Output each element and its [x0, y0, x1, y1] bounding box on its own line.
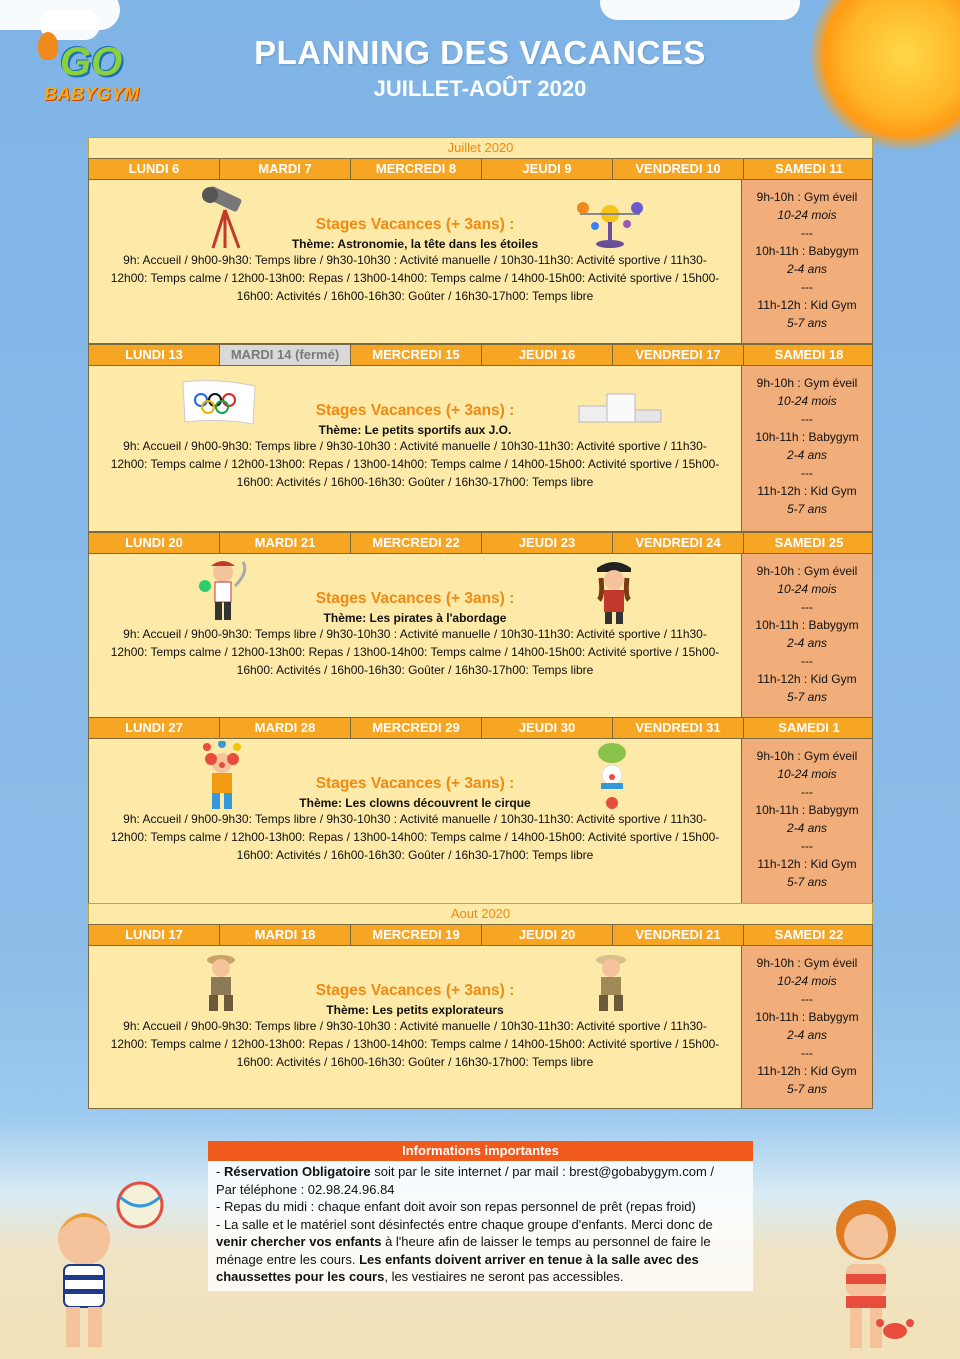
- sun-illustration: [810, 0, 960, 150]
- stage-title: Stages Vacances (+ 3ans) :: [315, 775, 515, 792]
- schedule-text: 9h: Accueil / 9h00-9h30: Temps libre / 9h30-10h30 : Activité manuelle / 10h30-11h30: Activité sportive / 11h30- 12h00: Temps calme / 12h00-13h00: Repas / 13h00-14h00: Temps calme / 14h00-15h00: Activité sportive / 15h00- 16h00: Activités / 16h00-16h30: Goûter / 16h30-17h00: Temps libre: [110, 253, 720, 303]
- week-block: [88, 717, 873, 904]
- schedule-text: 9h: Accueil / 9h00-9h30: Temps libre / 9h30-10h30 : Activité manuelle / 10h30-11h30: Activité sportive / 11h30- 12h00: Temps calme / 12h00-13h00: Repas / 13h00-14h00: Temps calme / 14h00-15h00: Activité sportive / 15h00- 16h00: Activités / 16h00-16h30: Goûter / 16h30-17h00: Temps libre: [110, 627, 720, 677]
- cloud: [600, 0, 800, 20]
- day-label: SAMEDI 22: [774, 927, 844, 942]
- day-label: SAMEDI 11: [775, 161, 843, 176]
- week-block: [88, 137, 873, 344]
- day-label: MERCREDI 29: [351, 718, 482, 738]
- day-label: VENDREDI 31: [613, 718, 744, 738]
- day-label: MARDI 21: [220, 533, 351, 553]
- week-block: [88, 903, 873, 1109]
- stage-cell: [89, 180, 742, 343]
- day-label: MERCREDI 22: [351, 533, 482, 553]
- day-label: LUNDI 20: [89, 533, 220, 553]
- day-header-row: [88, 924, 873, 946]
- month-label: Aout 2020: [88, 903, 873, 924]
- day-label: MARDI 7: [220, 159, 351, 179]
- day-header-row: [88, 344, 873, 366]
- schedule-text: 9h: Accueil / 9h00-9h30: Temps libre / 9h30-10h30 : Activité manuelle / 10h30-11h30: Activité sportive / 11h30- 12h00: Temps calme / 12h00-13h00: Repas / 13h00-14h00: Temps calme / 14h00-15h00: Activité sportive / 15h00- 16h00: Activités / 16h00-16h30: Goûter / 16h30-17h00: Temps libre: [110, 1019, 720, 1069]
- stage-theme: Thème: Astronomie, la tête dans les étoiles: [291, 237, 539, 251]
- day-label: SAMEDI 1: [778, 720, 840, 735]
- saturday-schedule: 9h-10h : Gym éveil 10-24 mois --- 10h-11h : Babygym 2-4 ans --- 11h-12h : Kid Gym 5-7 ans: [742, 739, 872, 903]
- day-label: MERCREDI 19: [351, 925, 482, 945]
- day-label: LUNDI 6: [89, 159, 220, 179]
- stage-cell: [89, 739, 742, 903]
- explorer-girl-icon: [589, 952, 633, 1016]
- saturday-schedule: 9h-10h : Gym éveil 10-24 mois --- 10h-11h : Babygym 2-4 ans --- 11h-12h : Kid Gym 5-7 ans: [742, 554, 872, 717]
- day-header-row: [88, 717, 873, 739]
- stage-title: Stages Vacances (+ 3ans) :: [315, 402, 515, 419]
- boy-with-ball-illustration: [40, 1175, 170, 1355]
- logo-babygym-text: BABYGYM: [44, 84, 140, 104]
- saturday-schedule: 9h-10h : Gym éveil 10-24 mois --- 10h-11h : Babygym 2-4 ans --- 11h-12h : Kid Gym 5-7 ans: [742, 946, 872, 1108]
- saturday-schedule: 9h-10h : Gym éveil 10-24 mois --- 10h-11h : Babygym 2-4 ans --- 11h-12h : Kid Gym 5-7 ans: [742, 180, 872, 343]
- important-info-box: [208, 1141, 753, 1291]
- week-block: [88, 344, 873, 532]
- stage-title: Stages Vacances (+ 3ans) :: [315, 590, 515, 607]
- stage-cell: [89, 554, 742, 717]
- day-label: MERCREDI 8: [351, 159, 482, 179]
- day-label: VENDREDI 21: [613, 925, 744, 945]
- day-label: VENDREDI 17: [613, 345, 744, 365]
- podium-icon: [577, 384, 663, 424]
- stage-title: Stages Vacances (+ 3ans) :: [315, 216, 515, 233]
- day-label: LUNDI 27: [89, 718, 220, 738]
- day-label: JEUDI 30: [482, 718, 613, 738]
- clown-juggler-icon: [197, 741, 247, 811]
- crab-icon: [875, 1315, 915, 1343]
- info-body: - Réservation Obligatoire soit par le site internet / par mail : brest@gobabygym.com / Par téléphone : 02.98.24.96.84 - Repas du midi : chaque enfant doit avoir son repas personnel de prêt (repas froid) - La salle et le matériel sont désinfectés entre chaque groupe d'enfants. Merci donc de venir chercher vos enfants à l'heure afin de laisser le temps au personnel de faire le ménage entre les cours. Les enfants doivent arriver en tenue à la salle avec des chaussettes pour les cours, les vestiaires ne seront pas accessibles.: [216, 1164, 715, 1284]
- logo-go-text: GO: [60, 40, 123, 84]
- schedule-text: 9h: Accueil / 9h00-9h30: Temps libre / 9h30-10h30 : Activité manuelle / 10h30-11h30: Activité sportive / 11h30- 12h00: Temps calme / 12h00-13h00: Repas / 13h00-14h00: Temps calme / 14h00-15h00: Activité sportive / 15h00- 16h00: Activités / 16h00-16h30: Goûter / 16h30-17h00: Temps libre: [110, 812, 720, 862]
- info-title: Informations importantes: [208, 1141, 753, 1161]
- day-label: JEUDI 16: [482, 345, 613, 365]
- stage-cell: [89, 946, 742, 1108]
- day-label: LUNDI 13: [89, 345, 220, 365]
- page-subtitle: JUILLET-AOÛT 2020: [373, 76, 587, 101]
- week-block: [88, 532, 873, 718]
- stage-cell: [89, 366, 742, 531]
- stage-title: Stages Vacances (+ 3ans) :: [315, 982, 515, 999]
- telescope-icon: [201, 186, 251, 250]
- page-title: PLANNING DES VACANCES: [254, 34, 706, 71]
- day-label: VENDREDI 10: [613, 159, 744, 179]
- day-header-row: [88, 532, 873, 554]
- day-label: MARDI 28: [220, 718, 351, 738]
- pirate-boy-icon: [197, 556, 253, 626]
- day-header-row: [88, 158, 873, 180]
- schedule-text: 9h: Accueil / 9h00-9h30: Temps libre / 9h30-10h30 : Activité manuelle / 10h30-11h30: Activité sportive / 11h30- 12h00: Temps calme / 12h00-13h00: Repas / 13h00-14h00: Temps calme / 14h00-15h00: Activité sportive / 15h00- 16h00: Activités / 16h00-16h30: Goûter / 16h30-17h00: Temps libre: [110, 439, 720, 489]
- day-label: SAMEDI 25: [774, 535, 844, 550]
- explorer-boy-icon: [199, 952, 243, 1016]
- clown-balloon-icon: [589, 741, 635, 811]
- stage-theme: Thème: Les pirates à l'abordage: [323, 611, 507, 625]
- saturday-schedule: 9h-10h : Gym éveil 10-24 mois --- 10h-11h : Babygym 2-4 ans --- 11h-12h : Kid Gym 5-7 ans: [742, 366, 872, 531]
- solar-system-model-icon: [575, 194, 645, 250]
- month-label: Juillet 2020: [88, 137, 873, 158]
- stage-theme: Thème: Les petits explorateurs: [326, 1003, 504, 1017]
- day-label: MERCREDI 15: [351, 345, 482, 365]
- day-label: LUNDI 17: [89, 925, 220, 945]
- olympic-flag-icon: [181, 378, 257, 428]
- stage-theme: Thème: Le petits sportifs aux J.O.: [318, 423, 512, 437]
- day-label: VENDREDI 24: [613, 533, 744, 553]
- day-label: JEUDI 20: [482, 925, 613, 945]
- pirate-girl-icon: [589, 556, 639, 626]
- day-label: SAMEDI 18: [774, 347, 844, 362]
- day-label: MARDI 18: [220, 925, 351, 945]
- day-label: JEUDI 23: [482, 533, 613, 553]
- stage-theme: Thème: Les clowns découvrent le cirque: [299, 796, 531, 810]
- day-label-closed: MARDI 14 (fermé): [220, 345, 351, 365]
- day-label: JEUDI 9: [482, 159, 613, 179]
